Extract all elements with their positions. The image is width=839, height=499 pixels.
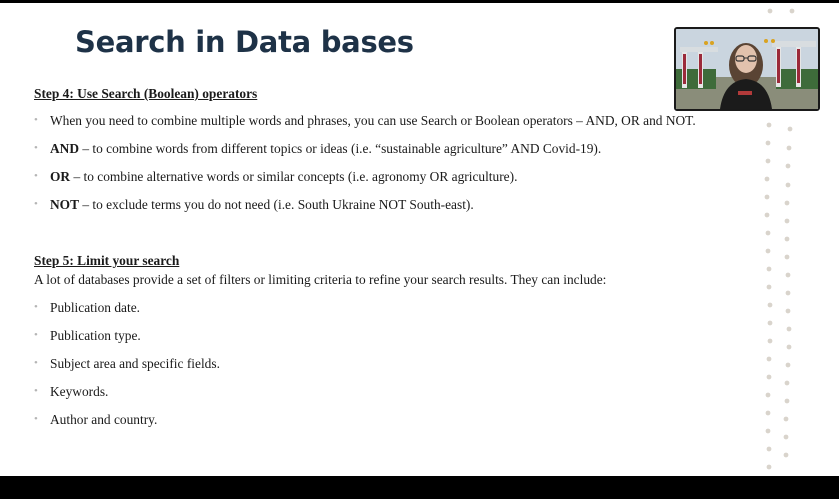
bullet-icon: • [34, 413, 38, 425]
operator-term: NOT [50, 197, 80, 212]
bullet-text: Keywords. [50, 384, 109, 399]
slide-title: Search in Data bases [75, 25, 414, 59]
operator-term: AND [50, 141, 80, 156]
bullet-text: Publication date. [50, 300, 140, 315]
participant-video-tile[interactable] [674, 27, 820, 111]
bullet-icon: • [34, 329, 38, 341]
bullet-icon: • [34, 357, 38, 369]
bullet-text: – to combine alternative words or similar concepts (i.e. agronomy OR agriculture). [70, 169, 518, 184]
bullet-text: When you need to combine multiple words and phrases, you can use Search or Boolean operators – AND, OR and NOT. [50, 113, 696, 128]
bullet-icon: • [34, 385, 38, 397]
bullet-icon: • [34, 170, 38, 182]
operator-term: OR [50, 169, 71, 184]
bullet-icon: • [34, 198, 38, 210]
bullet-text: Publication type. [50, 328, 141, 343]
webcam-feed-image [676, 29, 818, 109]
bullet-icon: • [34, 142, 38, 154]
bullet-text: – to exclude terms you do not need (i.e. South Ukraine NOT South-east). [79, 197, 474, 212]
step-5-intro: A lot of databases provide a set of filters or limiting criteria to refine your search results. They can include: [34, 272, 607, 287]
bullet-text: Subject area and specific fields. [50, 356, 220, 371]
bullet-icon: • [34, 301, 38, 313]
step-5-heading: Step 5: Limit your search [34, 253, 180, 268]
bottom-black-bar [0, 476, 839, 499]
bullet-text: – to combine words from different topics or ideas (i.e. “sustainable agriculture” AND Covid-19). [79, 141, 602, 156]
bullet-text: Author and country. [50, 412, 158, 427]
step-4-heading: Step 4: Use Search (Boolean) operators [34, 86, 258, 101]
slide [0, 3, 839, 476]
bullet-icon: • [34, 114, 38, 126]
